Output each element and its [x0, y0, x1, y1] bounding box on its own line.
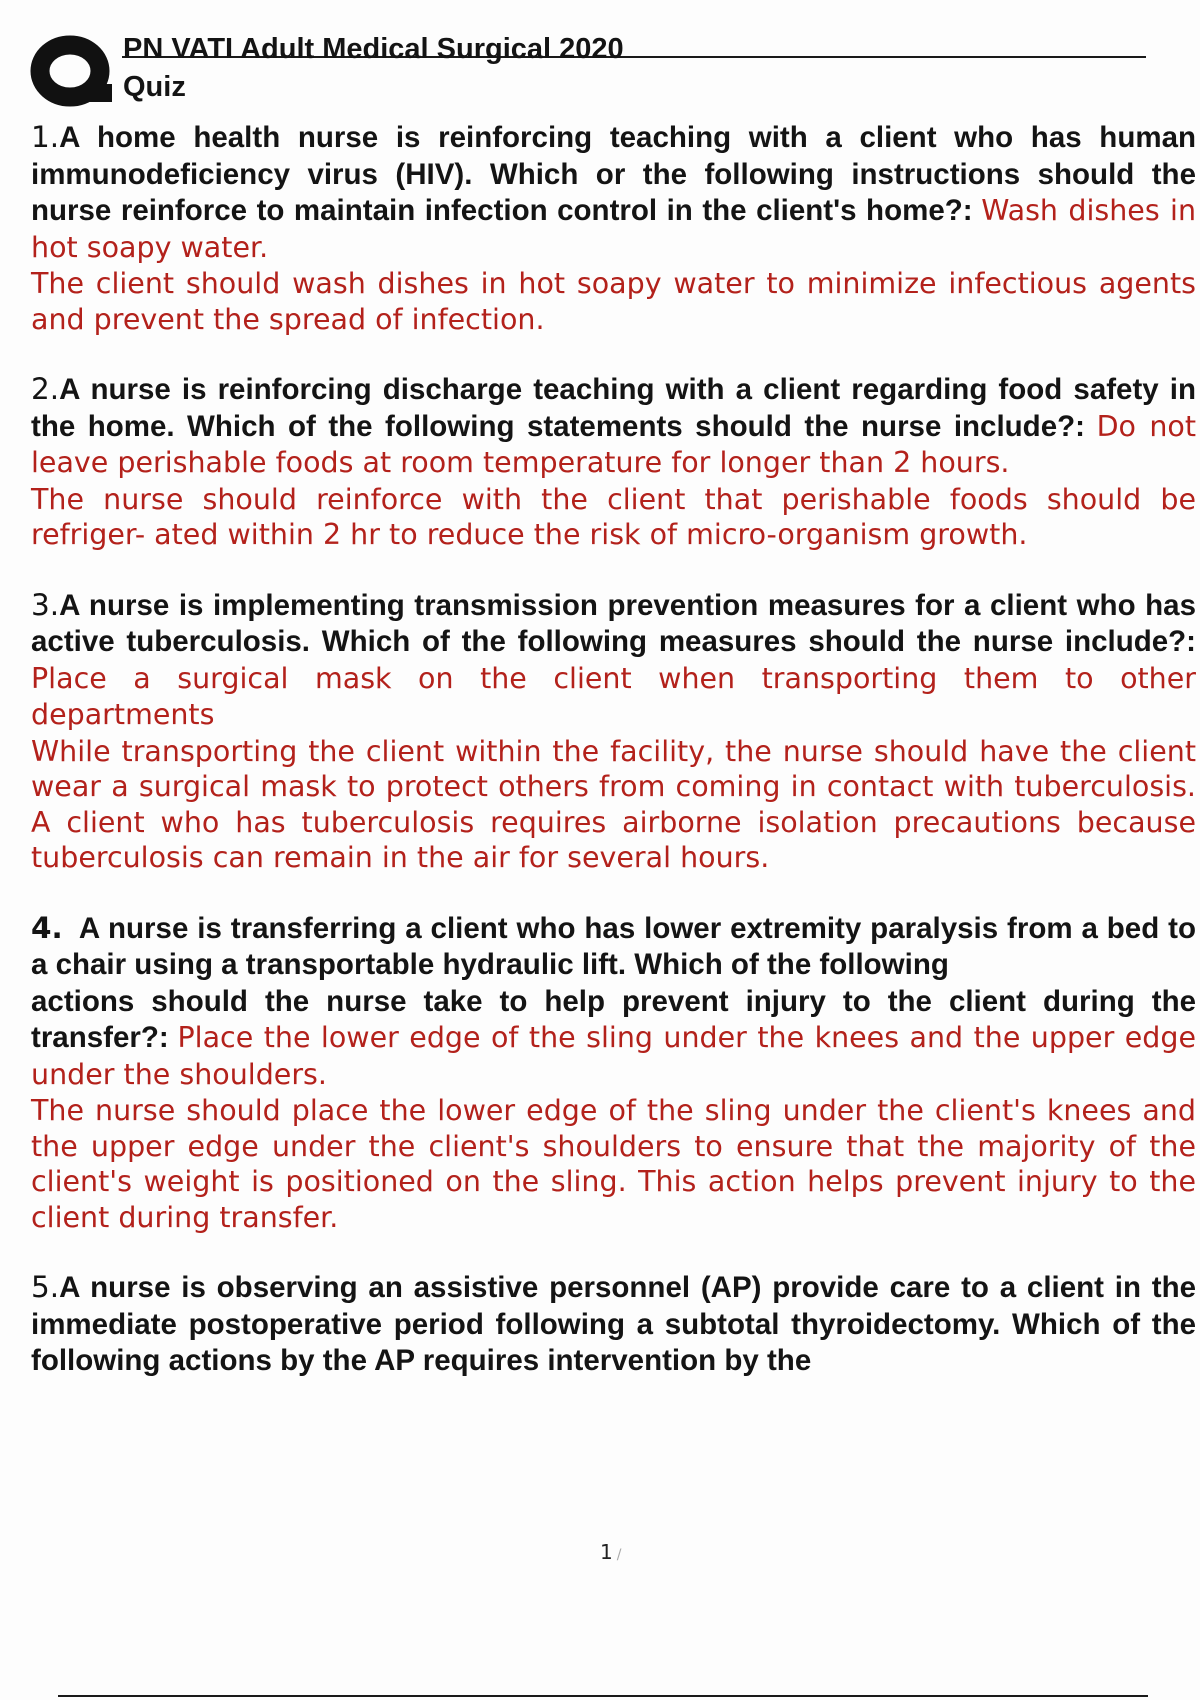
- question-number: 5.: [31, 1270, 60, 1304]
- question-item-4: [31, 911, 1196, 1236]
- answer-text: Place a surgical mask on the client when transporting them to other departments: [31, 661, 1196, 731]
- answer-text: Do not leave perishable foods at room temperature for longer than 2 hours.: [31, 409, 1196, 479]
- question-block: [31, 120, 1196, 266]
- document-subtitle: Quiz: [123, 71, 186, 103]
- question-text: A nurse is transferring a client who has lower extremity paralysis from a bed to a chair using a transportable hydraulic lift. Which of the following: [31, 911, 1196, 981]
- question-text: A nurse is observing an assistive personnel (AP) provide care to a client in the immediate postoperative period following a subtotal thyroidectomy. Which of the following actions by the AP requires intervention by the: [31, 1271, 1196, 1377]
- question-number: 3.: [31, 587, 60, 622]
- question-text: A nurse is implementing transmission prevention measures for a client who has active tuberculosis. Which of the following measures should the nurse include?:: [31, 588, 1196, 658]
- rationale-text: While transporting the client within the facility, the nurse should have the client wear a surgical mask to protect others from coming in contact with tuberculosis. A client who has tuberculosis requires airborne isolation precautions because tuberculosis can remain in the air for several hours.: [31, 734, 1196, 874]
- question-text-continued: actions should the nurse take to help prevent injury to the client during the transfer?:: [31, 984, 1196, 1054]
- q-letter-logo-icon: [30, 34, 112, 108]
- document-title: PN VATI Adult Medical Surgical 2020: [123, 33, 624, 65]
- answer-text: Place the lower edge of the sling under the knees and the upper edge under the shoulders.: [31, 1021, 1196, 1091]
- page-number: [600, 1540, 621, 1564]
- question-block: [31, 911, 1196, 984]
- quiz-content: [31, 120, 1196, 1415]
- question-item-2: [31, 372, 1196, 553]
- rationale-text: The client should wash dishes in hot soapy water to minimize infectious agents and prevent the spread of infection.: [31, 267, 1196, 336]
- question-item-1: [31, 120, 1196, 337]
- document-header: [30, 30, 1146, 110]
- question-number: 1.: [31, 120, 60, 154]
- footer-rule: [58, 1695, 1148, 1697]
- rationale-text: The nurse should reinforce with the client that perishable foods should be refriger- ated within 2 hr to reduce the risk of micro-organism growth.: [31, 482, 1196, 551]
- question-item-5: [31, 1270, 1196, 1380]
- page-separator: /: [616, 1547, 622, 1563]
- rationale-text: The nurse should place the lower edge of the sling under the client's knees and the upper edge under the client's shoulders to ensure that the majority of the client's weight is positioned on the sling. This action helps prevent injury to the client during transfer.: [31, 1094, 1196, 1234]
- answer-text: Wash dishes in hot soapy water.: [31, 194, 1197, 264]
- question-block-continued: [31, 984, 1196, 1094]
- question-block: [31, 372, 1196, 482]
- page-number-value: 1: [600, 1540, 613, 1564]
- question-number: 4.: [31, 910, 63, 945]
- question-item-3: [31, 588, 1196, 876]
- question-text: A home health nurse is reinforcing teaching with a client who has human immunodeficiency virus (HIV). Which or the following instructions should the nurse reinforce to maintain infection control in the client's home?:: [31, 121, 1196, 227]
- question-text: A nurse is reinforcing discharge teaching with a client regarding food safety in the home. Which of the following statements should the nurse include?:: [31, 373, 1196, 443]
- question-block: [31, 588, 1196, 734]
- question-block: [31, 1270, 1196, 1380]
- question-number: 2.: [31, 372, 60, 406]
